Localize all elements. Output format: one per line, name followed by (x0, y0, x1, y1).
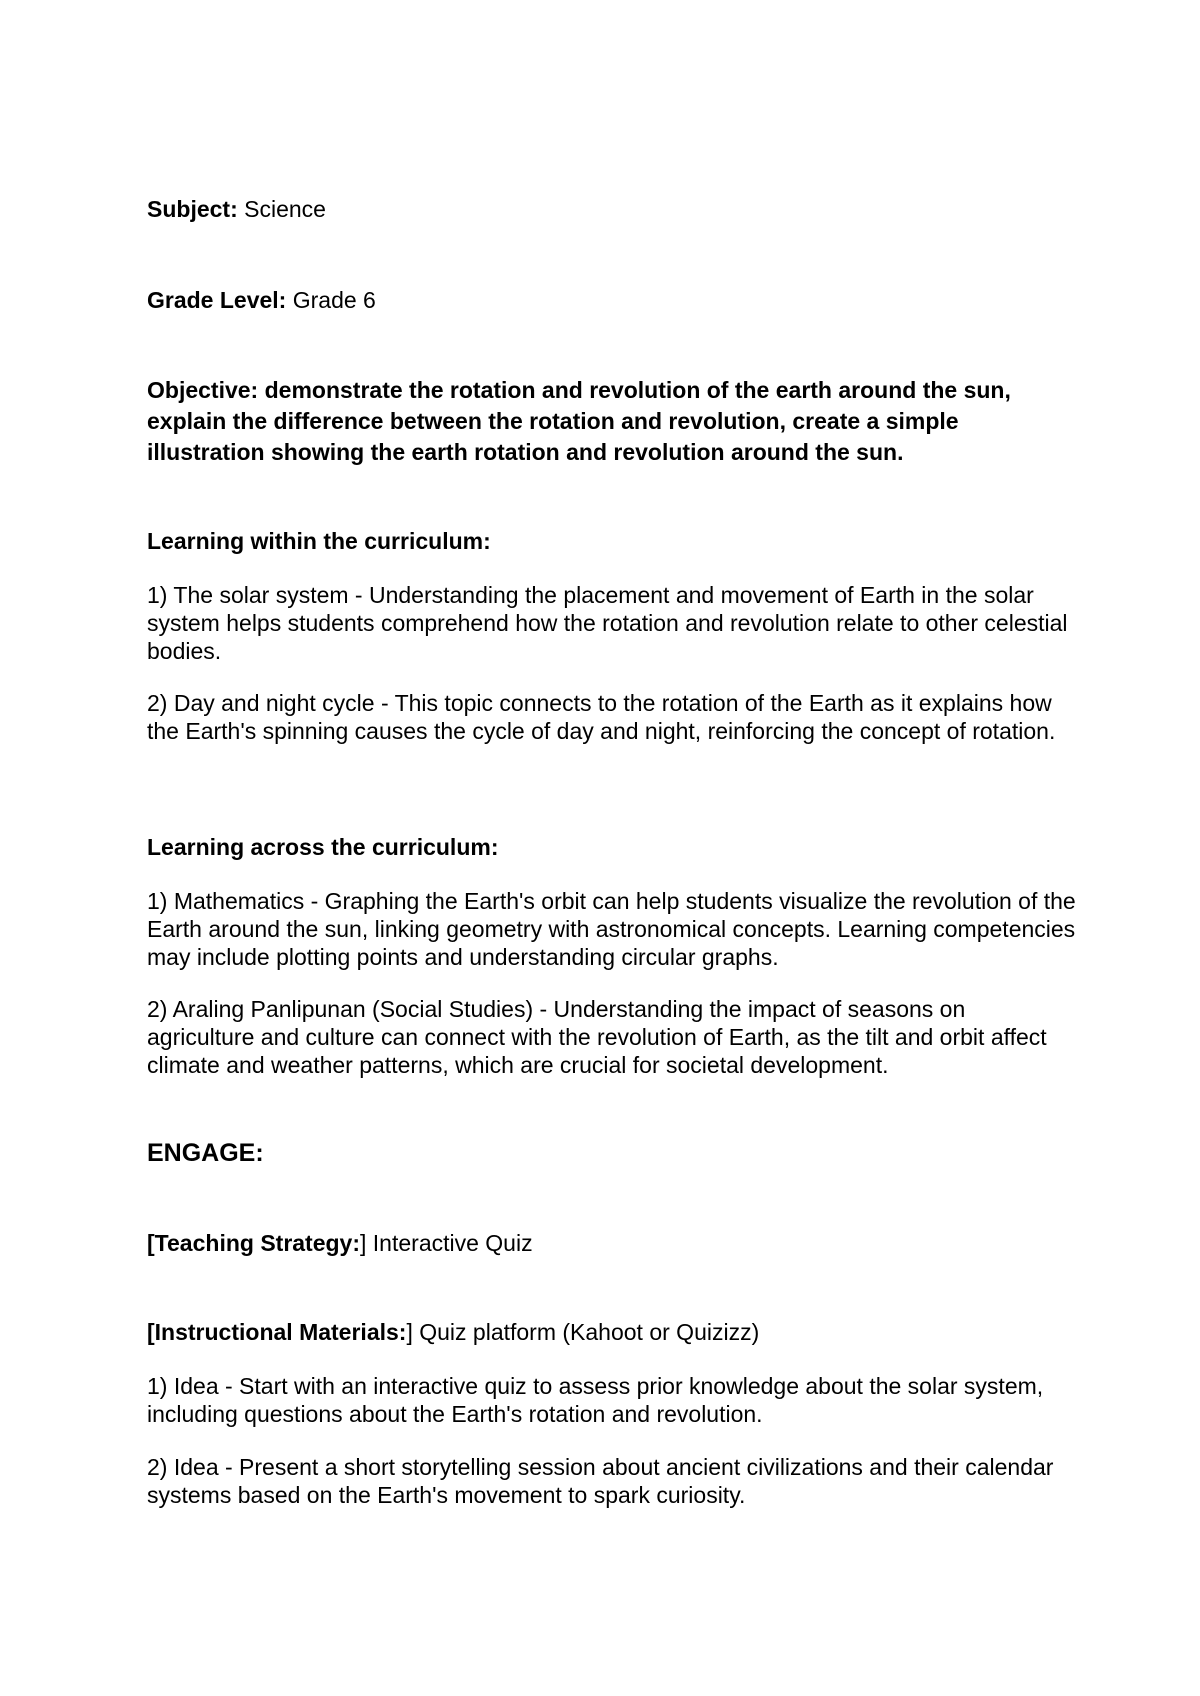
across-curriculum-item: 1) Mathematics - Graphing the Earth's orbit can help students visualize the revolution of the Earth around the sun, linking geometry with astronomical concepts. Learning competencies may include plotting points and understanding circular graphs. (147, 888, 1076, 970)
grade-level-line (147, 286, 376, 314)
instructional-materials-value: Quiz platform (Kahoot or Quizizz) (412, 1319, 760, 1345)
subject-value: Science (237, 196, 326, 222)
teaching-strategy-line (147, 1229, 533, 1257)
engage-heading: ENGAGE: (147, 1139, 264, 1167)
across-curriculum-heading: Learning across the curriculum: (147, 834, 499, 860)
instructional-materials-open: [ (147, 1319, 155, 1345)
across-curriculum-item: 2) Araling Panlipunan (Social Studies) - Understanding the impact of seasons on agriculture and culture can connect with the revolution of Earth, as the tilt and orbit affect climate and weather patterns, which are crucial for societal development. (147, 996, 1047, 1078)
within-curriculum-item: 1) The solar system - Understanding the placement and movement of Earth in the solar system helps students comprehend how the rotation and revolution relate to other celestial bodies. (147, 582, 1068, 664)
objective-text: demonstrate the rotation and revolution of the earth around the sun, explain the difference between the rotation and revolution, create a simple illustration showing the earth rotation and revolution around the sun. (147, 377, 1011, 465)
teaching-strategy-value: Interactive Quiz (366, 1230, 533, 1256)
teaching-strategy-label: Teaching Strategy: (154, 1230, 361, 1256)
teaching-strategy-close: ] (360, 1230, 367, 1256)
instructional-materials-label: Instructional Materials: (154, 1319, 407, 1345)
objective-label: Objective: (147, 377, 259, 403)
subject-line (147, 195, 326, 223)
grade-level-label: Grade Level: (147, 287, 287, 313)
within-curriculum-item: 2) Day and night cycle - This topic connects to the rotation of the Earth as it explains how the Earth's spinning causes the cycle of day and night, reinforcing the concept of rotation. (147, 690, 1056, 744)
objective-paragraph (147, 375, 1047, 468)
engage-idea: 2) Idea - Present a short storytelling session about ancient civilizations and their calendar systems based on the Earth's movement to spark curiosity. (147, 1454, 1054, 1508)
instructional-materials-line (147, 1318, 759, 1346)
subject-label: Subject: (147, 196, 238, 222)
teaching-strategy-open: [ (147, 1230, 155, 1256)
instructional-materials-close: ] (406, 1319, 413, 1345)
within-curriculum-heading: Learning within the curriculum: (147, 528, 491, 554)
grade-level-value: Grade 6 (286, 287, 376, 313)
engage-idea: 1) Idea - Start with an interactive quiz to assess prior knowledge about the solar system, including questions about the Earth's rotation and revolution. (147, 1373, 1044, 1427)
